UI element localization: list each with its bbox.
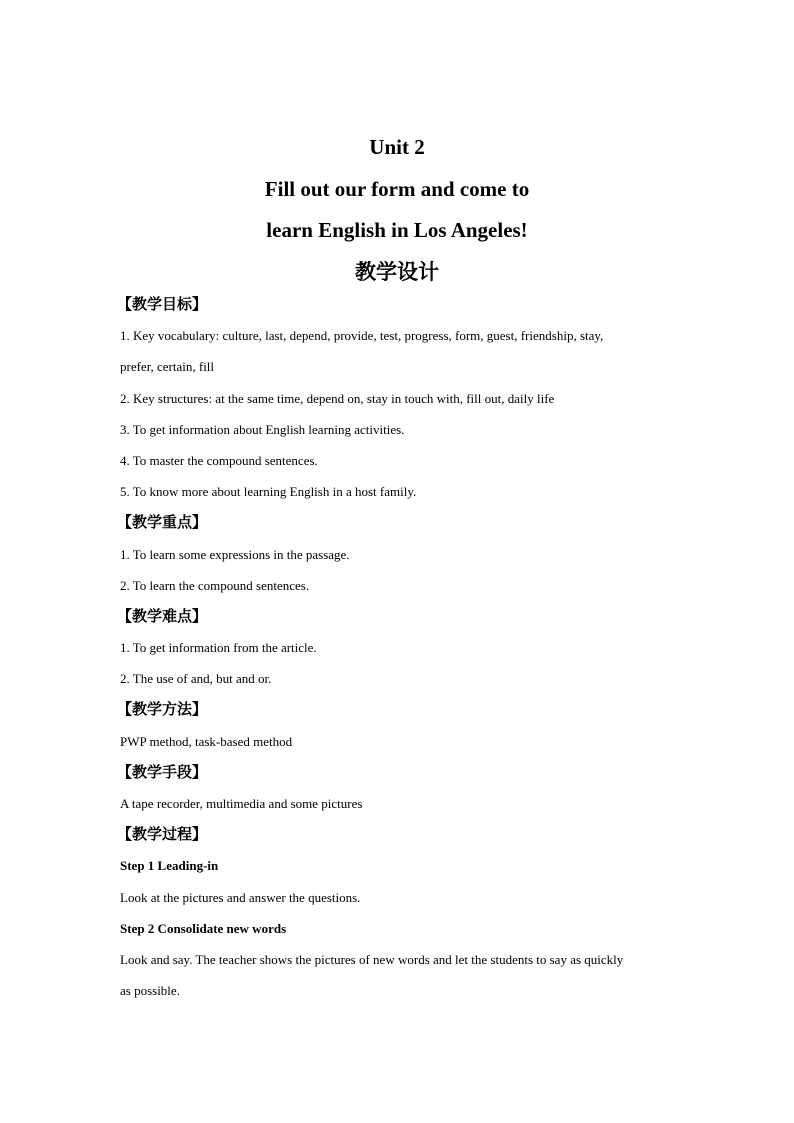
teaching-design-title: 教学设计 [355, 259, 439, 284]
unit-title: Unit 2 [369, 135, 425, 159]
step-2-text-continued: as possible. [120, 983, 180, 999]
document-body [117, 289, 680, 1006]
key-points-heading: 【教学重点】 [117, 513, 208, 532]
difficulty-item: 1. To get information from the article. [120, 640, 317, 656]
process-heading: 【教学过程】 [117, 825, 208, 844]
methods-heading: 【教学方法】 [117, 700, 208, 719]
tool-item: A tape recorder, multimedia and some pictures [120, 796, 363, 811]
difficulties-heading: 【教学难点】 [117, 606, 208, 625]
objective-item: 1. Key vocabulary: culture, last, depend, provide, test, progress, form, guest, friendship, stay, [120, 328, 604, 344]
lesson-title-line-2: learn English in Los Angeles! [266, 218, 528, 242]
step-1-text: Look at the pictures and answer the questions. [120, 889, 361, 905]
lesson-title-line-1: Fill out our form and come to [264, 176, 530, 201]
key-point-item: 2. To learn the compound sentences. [120, 577, 310, 593]
step-1-title: Step 1 Leading-in [120, 858, 219, 874]
objectives-heading: 【教学目标】 [117, 295, 208, 313]
objective-item: 2. Key structures: at the same time, depend on, stay in touch with, fill out, daily life [120, 390, 555, 406]
difficulty-item: 2. The use of and, but and or. [120, 671, 272, 687]
objective-item: 5. To know more about learning English in a host family. [120, 484, 417, 500]
step-2-title: Step 2 Consolidate new words [120, 920, 287, 936]
objective-item: 4. To master the compound sentences. [120, 452, 318, 468]
method-item: PWP method, task-based method [120, 733, 293, 749]
title-block [0, 127, 794, 293]
key-point-item: 1. To learn some expressions in the passage. [120, 546, 350, 562]
objective-item: prefer, certain, fill [120, 359, 215, 375]
step-2-text: Look and say. The teacher shows the pictures of new words and let the students to say as quickly [120, 951, 624, 967]
objective-item: 3. To get information about English learning activities. [120, 421, 405, 437]
tools-heading: 【教学手段】 [117, 762, 208, 781]
